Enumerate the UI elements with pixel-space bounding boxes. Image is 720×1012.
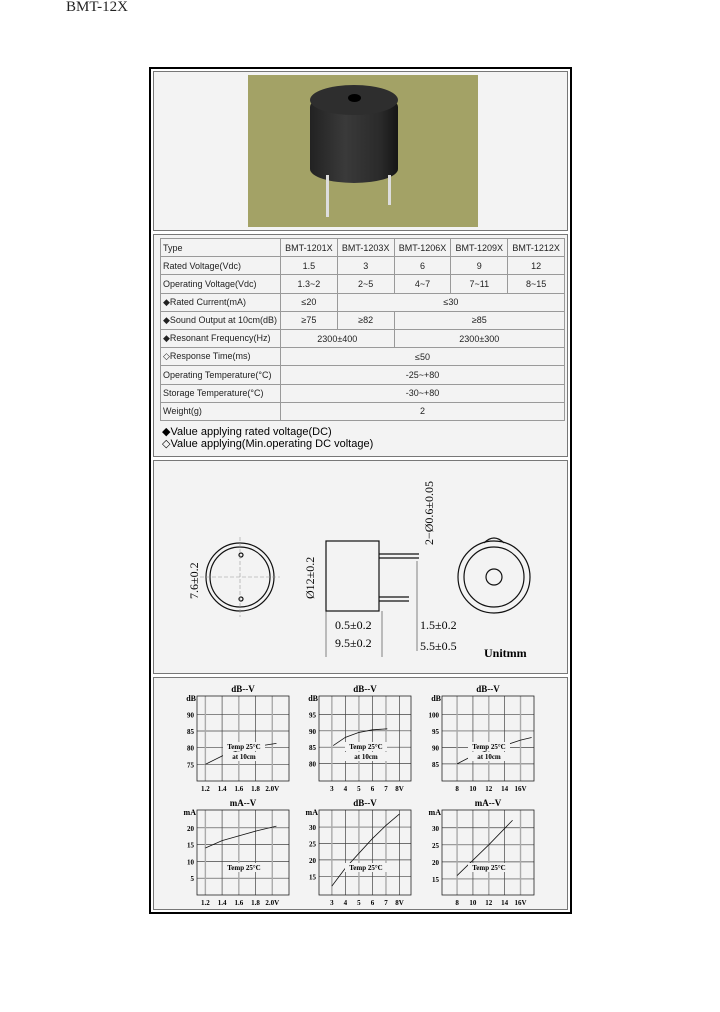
y-tick-label: 15 — [187, 841, 194, 850]
chart-annotation: Temp 25°C — [227, 743, 261, 751]
x-tick-label: 6 — [370, 785, 375, 793]
product-photo-section — [153, 71, 568, 231]
y-tick-label: 90 — [187, 711, 194, 720]
buzzer-pin — [326, 175, 329, 217]
y-axis-label: dB — [431, 694, 441, 703]
row-label: Weight(g) — [161, 402, 281, 420]
x-tick-label: 12 — [485, 785, 493, 793]
unit-label: Unitmm — [484, 646, 527, 660]
row-label: Operating Temperature(°C) — [161, 366, 281, 384]
chart-ma-v-1203 — [286, 796, 421, 911]
y-tick-label: 85 — [187, 728, 194, 736]
chart-ma-v-1201 — [164, 796, 299, 911]
x-tick-label: 10 — [469, 899, 477, 907]
chart-db-v-1201 — [164, 682, 299, 797]
y-tick-label: 85 — [432, 760, 439, 769]
y-tick-label: 30 — [432, 824, 439, 833]
x-tick-label: 2.0V — [265, 899, 280, 907]
x-tick-label: 10 — [469, 785, 477, 793]
cell: 2 — [281, 402, 565, 420]
buzzer-pin — [388, 175, 391, 205]
row-label: ◆Resonant Frequency(Hz) — [161, 329, 281, 347]
x-tick-label: 4 — [343, 785, 348, 793]
chart-title: mA--V — [474, 798, 502, 808]
x-tick-label: 1.2 — [200, 785, 210, 793]
chart-annotation: at 10cm — [477, 753, 501, 761]
row-label: Operating Voltage(Vdc) — [161, 275, 281, 293]
table-header-row — [161, 239, 565, 257]
table-header: BMT-1206X — [394, 239, 451, 257]
chart-ma-v-1212 — [409, 796, 544, 911]
dim-9-5: 9.5±0.2 — [335, 636, 372, 650]
cell: ≤50 — [281, 348, 565, 366]
y-tick-label: 80 — [187, 744, 194, 753]
cell: 1.5 — [281, 257, 338, 275]
dim-7-6: 7.6±0.2 — [187, 562, 201, 599]
cell: -25~+80 — [281, 366, 565, 384]
y-tick-label: 15 — [309, 873, 316, 882]
y-tick-label: 95 — [432, 727, 439, 736]
cell: 2300±300 — [394, 329, 564, 347]
x-tick-label: 1.6 — [234, 785, 244, 793]
x-tick-label: 8 — [455, 899, 459, 907]
x-tick-label: 1.2 — [200, 899, 210, 907]
table-row — [161, 402, 565, 420]
chart-title: dB--V — [231, 684, 255, 694]
note-rated-voltage: ◆Value applying rated voltage(DC) — [162, 426, 332, 438]
cell: 8~15 — [508, 275, 565, 293]
cell: 9 — [451, 257, 508, 275]
spec-table — [160, 238, 565, 421]
dim-0-5: 0.5±0.2 — [335, 618, 372, 632]
x-tick-label: 12 — [485, 899, 493, 907]
chart-svg — [409, 796, 544, 911]
chart-title: dB--V — [353, 798, 377, 808]
x-tick-label: 8V — [395, 785, 404, 793]
chart-svg — [286, 796, 421, 911]
chart-db-v-1212 — [409, 682, 544, 797]
table-header: BMT-1203X — [337, 239, 394, 257]
row-label: ◆Sound Output at 10cm(dB) — [161, 311, 281, 329]
cell: 7~11 — [451, 275, 508, 293]
table-row — [161, 275, 565, 293]
datasheet-frame — [149, 67, 572, 914]
dim-5-5: 5.5±0.5 — [420, 639, 457, 653]
performance-charts-section — [153, 677, 568, 910]
table-row — [161, 384, 565, 402]
table-header: Type — [161, 239, 281, 257]
cell: ≤30 — [337, 293, 564, 311]
cell: -30~+80 — [281, 384, 565, 402]
table-row — [161, 257, 565, 275]
table-header: BMT-1212X — [508, 239, 565, 257]
y-tick-label: 20 — [432, 858, 439, 867]
x-tick-label: 6 — [370, 899, 375, 907]
x-tick-label: 3 — [330, 785, 334, 793]
buzzer-sound-hole — [348, 94, 361, 102]
top-view — [458, 538, 530, 613]
y-tick-label: 30 — [309, 824, 316, 833]
x-tick-label: 14 — [501, 785, 509, 793]
chart-annotation: Temp 25°C — [349, 864, 383, 872]
table-notes — [162, 426, 373, 450]
cell: 12 — [508, 257, 565, 275]
bottom-view — [200, 537, 280, 617]
y-axis-label: mA — [183, 808, 196, 817]
chart-svg — [286, 682, 421, 797]
chart-title: dB--V — [353, 684, 377, 694]
y-axis-label: dB — [186, 694, 196, 703]
cell: 1.3~2 — [281, 275, 338, 293]
x-tick-label: 7 — [384, 899, 388, 907]
dimension-drawing — [154, 461, 569, 673]
x-tick-label: 8 — [455, 785, 459, 793]
x-tick-label: 8V — [395, 899, 404, 907]
chart-annotation: at 10cm — [354, 753, 378, 761]
document-title: BMT-12X — [66, 0, 128, 15]
table-row — [161, 293, 565, 311]
x-tick-label: 1.4 — [217, 785, 227, 793]
row-label: Storage Temperature(°C) — [161, 384, 281, 402]
dimension-drawing-section — [153, 460, 568, 674]
x-tick-label: 5 — [357, 899, 361, 907]
chart-annotation: Temp 25°C — [472, 864, 506, 872]
y-tick-label: 25 — [432, 841, 439, 850]
cell: ≥85 — [394, 311, 564, 329]
plot-area — [319, 810, 411, 895]
y-tick-label: 90 — [309, 727, 316, 736]
y-tick-label: 85 — [309, 744, 316, 753]
x-tick-label: 1.8 — [251, 785, 260, 793]
spec-section — [153, 234, 568, 457]
table-row — [161, 366, 565, 384]
y-tick-label: 5 — [190, 875, 194, 884]
y-tick-label: 80 — [309, 760, 316, 769]
x-tick-label: 14 — [501, 899, 509, 907]
dim-1-5: 1.5±0.2 — [420, 618, 457, 632]
y-tick-label: 15 — [432, 875, 439, 884]
y-axis-label: dB — [308, 694, 318, 703]
plot-area — [197, 810, 289, 895]
row-label: ◇Response Time(ms) — [161, 348, 281, 366]
table-header: BMT-1201X — [281, 239, 338, 257]
plot-area — [319, 696, 411, 781]
chart-svg — [164, 682, 299, 797]
x-tick-label: 4 — [343, 899, 348, 907]
chart-annotation: Temp 25°C — [472, 743, 506, 751]
y-tick-label: 90 — [432, 744, 439, 753]
x-tick-label: 1.6 — [234, 899, 244, 907]
chart-svg — [409, 682, 544, 797]
chart-annotation: Temp 25°C — [349, 743, 383, 751]
cell: 3 — [337, 257, 394, 275]
x-tick-label: 3 — [330, 899, 334, 907]
y-tick-label: 75 — [187, 761, 194, 770]
x-tick-label: 16V — [514, 785, 527, 793]
y-axis-label: mA — [305, 808, 318, 817]
x-tick-label: 2.0V — [265, 785, 280, 793]
y-tick-label: 100 — [428, 711, 439, 720]
chart-title: mA--V — [229, 798, 257, 808]
row-label: Rated Voltage(Vdc) — [161, 257, 281, 275]
plot-area — [197, 696, 289, 781]
table-row — [161, 311, 565, 329]
note-min-voltage: ◇Value applying(Min.operating DC voltage) — [162, 438, 374, 450]
x-tick-label: 1.4 — [217, 899, 227, 907]
x-tick-label: 7 — [384, 785, 388, 793]
chart-db-v-1203 — [286, 682, 421, 797]
cell: 6 — [394, 257, 451, 275]
chart-annotation: at 10cm — [232, 753, 256, 761]
x-tick-label: 16V — [514, 899, 527, 907]
y-tick-label: 25 — [309, 840, 316, 849]
cell: ≥82 — [337, 311, 394, 329]
y-tick-label: 95 — [309, 711, 316, 720]
product-photo — [248, 75, 478, 227]
cell: ≥75 — [281, 311, 338, 329]
cell: 2~5 — [337, 275, 394, 293]
dim-pin-diameter: 2−Ø0.6±0.05 — [422, 480, 436, 545]
chart-title: dB--V — [476, 684, 500, 694]
y-tick-label: 20 — [187, 824, 194, 833]
x-tick-label: 1.8 — [251, 899, 260, 907]
x-tick-label: 5 — [357, 785, 361, 793]
chart-annotation: Temp 25°C — [227, 864, 261, 872]
cell: ≤20 — [281, 293, 338, 311]
y-tick-label: 10 — [187, 858, 194, 867]
series-line — [332, 814, 400, 886]
table-row — [161, 348, 565, 366]
y-axis-label: mA — [428, 808, 441, 817]
cell: 4~7 — [394, 275, 451, 293]
cell: 2300±400 — [281, 329, 395, 347]
table-row — [161, 329, 565, 347]
dim-diameter-12: Ø12±0.2 — [303, 556, 317, 599]
chart-svg — [164, 796, 299, 911]
y-tick-label: 20 — [309, 856, 316, 865]
table-header: BMT-1209X — [451, 239, 508, 257]
row-label: ◆Rated Current(mA) — [161, 293, 281, 311]
